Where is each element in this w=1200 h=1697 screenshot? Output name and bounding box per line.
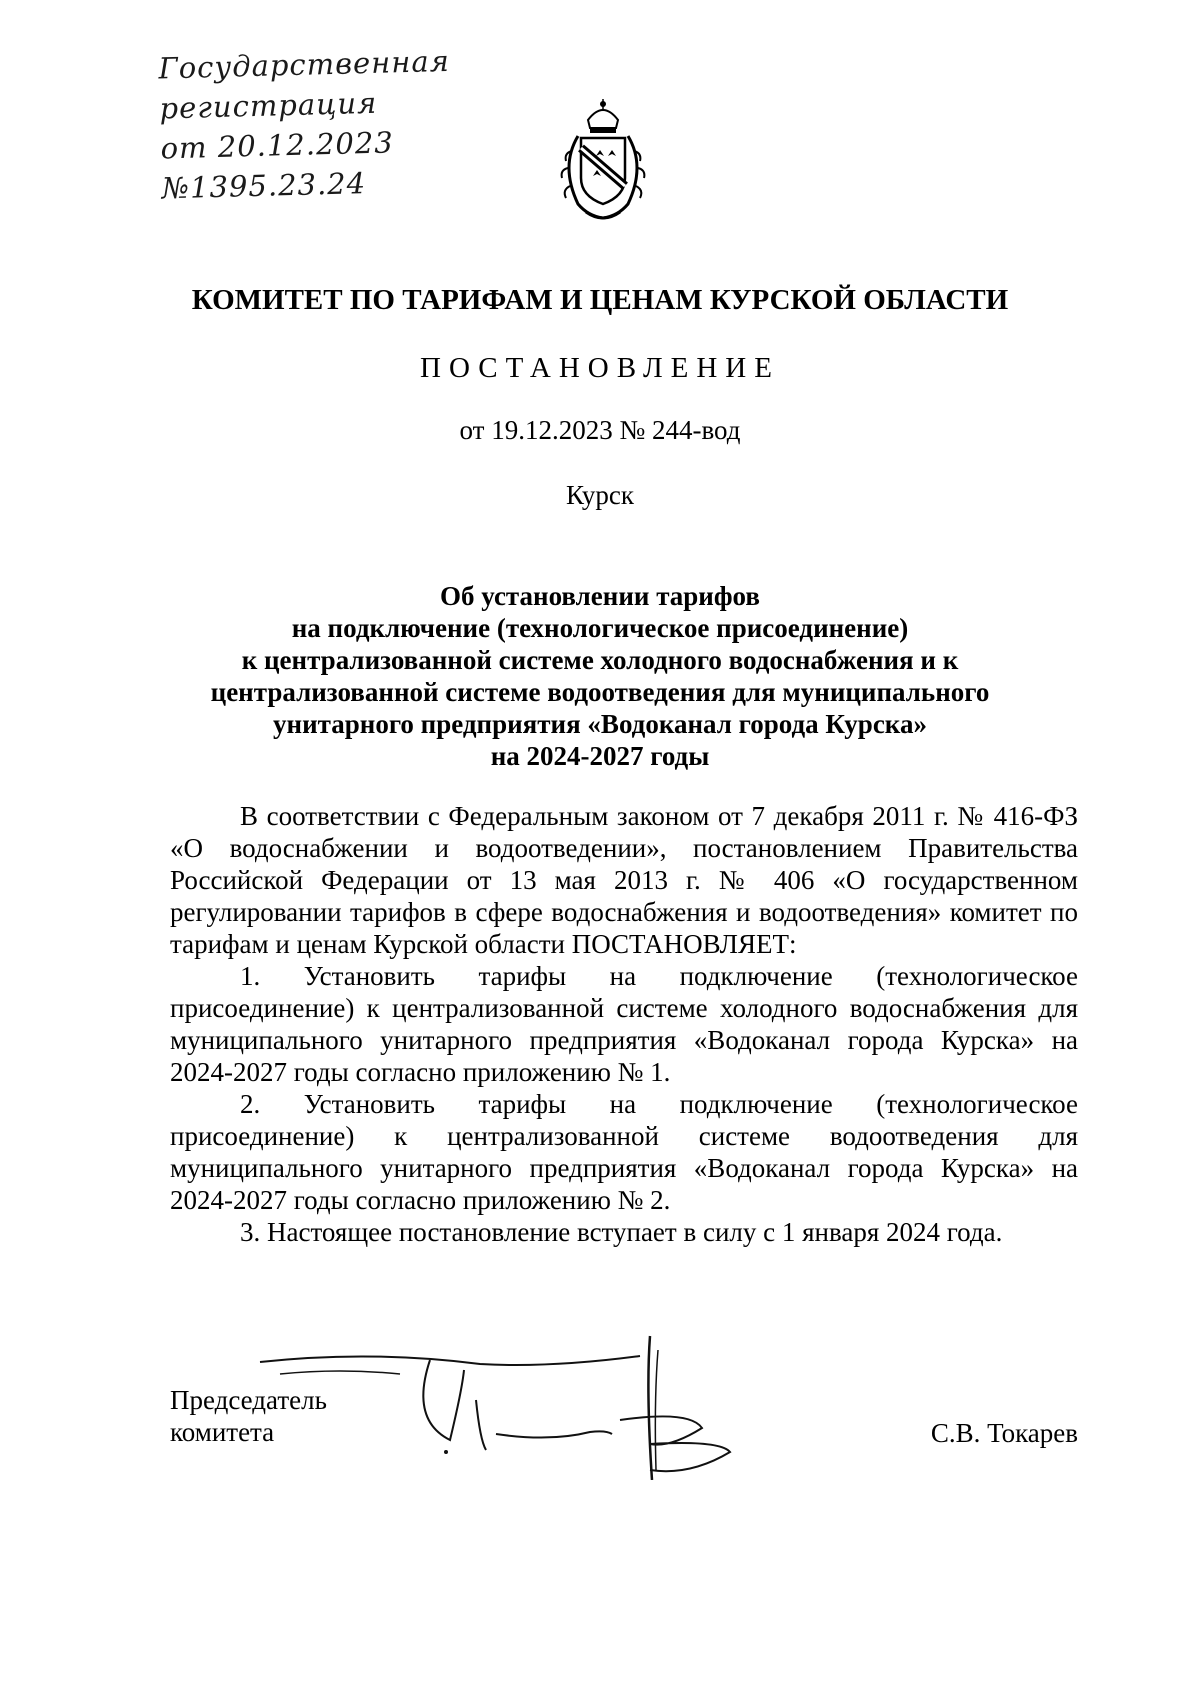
signatory-position-line-1: Председатель	[170, 1385, 327, 1415]
document-type: ПОСТАНОВЛЕНИЕ	[420, 352, 780, 384]
subject-line-5: унитарного предприятия «Водоканал города Курска»	[273, 709, 927, 739]
handnote-line-2: регистрация	[159, 85, 378, 126]
signatory-position	[170, 1384, 327, 1448]
handwritten-signature	[250, 1330, 810, 1480]
subject-line-6: на 2024-2027 годы	[490, 741, 710, 771]
kursk-coat-of-arms-icon	[548, 96, 658, 226]
signatory-name: С.В. Токарев	[930, 1418, 1078, 1448]
item-2-paragraph: 2. Установить тарифы на подключение (технологическое присоединение) к централизованной системе водоотведения для муниципального унитарного предприятия «Водоканал города Курска» на 2024-2027 годы согласно приложению № 2.	[170, 1089, 1078, 1215]
preamble-paragraph: В соответствии с Федеральным законом от 7 декабря 2011 г. № 416-ФЗ «О водоснабжении и водоотведении», постановлением Правительства Российской Федерации от 13 мая 2013 г. № 406 «О государственном регулировании тарифов в сфере водоснабжения и водоотведения» комитет по тарифам и ценам Курской области ПОСТАНОВЛЯЕТ:	[170, 801, 1078, 959]
document-city: Курск	[565, 480, 635, 510]
subject-line-4: централизованной системе водоотведения для муниципального	[210, 677, 990, 707]
document-subject	[170, 580, 1030, 772]
registration-handwritten-note	[158, 40, 502, 209]
subject-line-2: на подключение (технологическое присоединение)	[291, 613, 909, 643]
item-3-paragraph: 3. Настоящее постановление вступает в силу с 1 января 2024 года.	[240, 1217, 1003, 1247]
document-date-number: от 19.12.2023 № 244-вод	[459, 415, 741, 445]
subject-line-1: Об установлении тарифов	[440, 581, 760, 611]
handnote-line-3: от 20.12.2023	[160, 125, 395, 166]
subject-line-3: к централизованной системе холодного водоснабжения и к	[241, 645, 959, 675]
signatory-position-line-2: комитета	[170, 1417, 275, 1447]
organization-title: КОМИТЕТ ПО ТАРИФАМ И ЦЕНАМ КУРСКОЙ ОБЛАСТИ	[191, 284, 1009, 316]
handnote-line-4: №1395.23.24	[161, 166, 367, 206]
item-1-paragraph: 1. Установить тарифы на подключение (технологическое присоединение) к централизованной системе холодного водоснабжения для муниципального унитарного предприятия «Водоканал города Курска» на 2024-2027 годы согласно приложению № 1.	[170, 961, 1078, 1087]
handnote-line-1: Государственная	[158, 43, 451, 86]
document-body	[170, 800, 1078, 1248]
